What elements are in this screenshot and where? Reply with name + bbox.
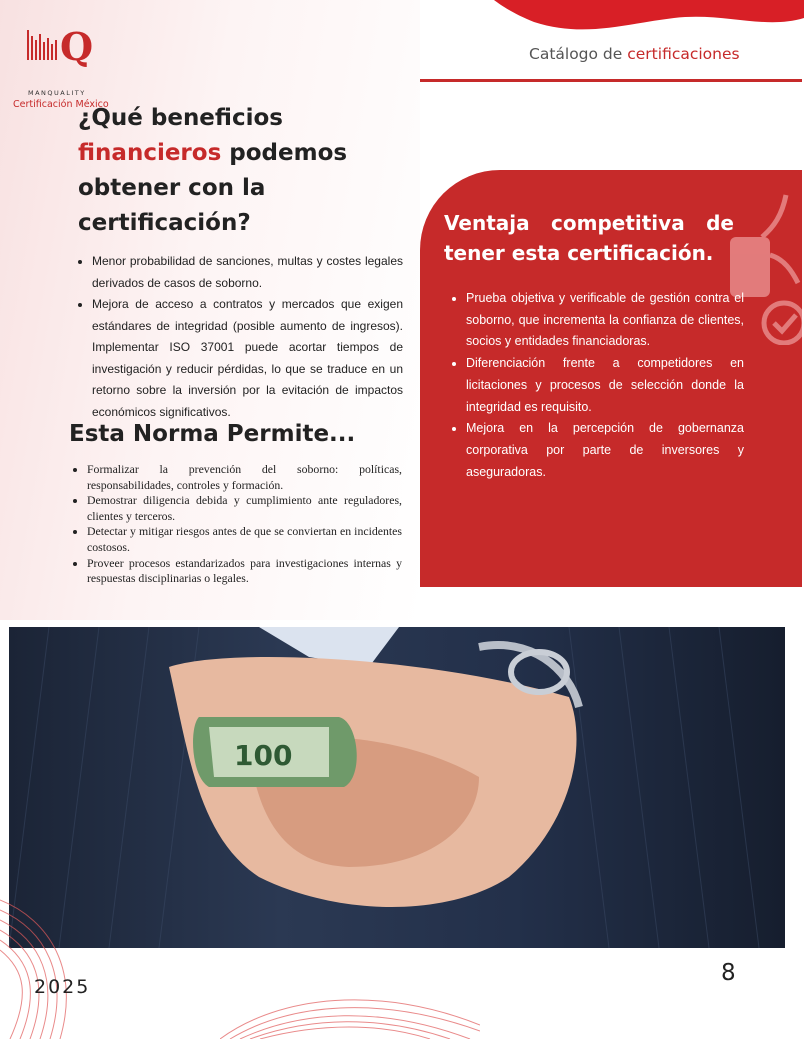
heading-part-2: podemos obtener con la certificación? (78, 140, 348, 236)
logo-letter: Q (60, 24, 94, 69)
page-number: 8 (721, 960, 736, 986)
catalog-title-prefix: Catálogo de (529, 45, 628, 63)
catalog-title (529, 45, 740, 63)
list-item: • Demostrar diligencia debida y cumplimiento ante reguladores, clientes y terceros. (87, 493, 402, 524)
company-logo (10, 22, 110, 110)
top-wave-decoration (494, 0, 804, 40)
norma-list (68, 462, 402, 587)
competitive-advantage-panel (420, 170, 802, 587)
wave-decoration-left (0, 880, 160, 1039)
list-item: • Mejora en la percepción de gobernanza corporativa por parte de inversores y aseguradoras. (466, 418, 744, 483)
list-item: • Formalizar la prevención del soborno: políticas, responsabilidades, controles y formación. (87, 462, 402, 493)
panel-title: Ventaja competitiva de tener esta certificación. (444, 211, 734, 265)
logo-brand: MANQUALITY (28, 89, 86, 97)
list-item: • Prueba objetiva y verificable de gestión contra el soborno, que incrementa la confianza de clientes, socios y entidades financiadoras. (466, 288, 744, 353)
header-rule (420, 79, 802, 82)
footer-year: 2025 (34, 976, 91, 998)
benefits-list (72, 251, 403, 423)
logo-subtitle: Certificación México (13, 99, 109, 110)
benefits-question-heading (78, 101, 398, 241)
norma-section-title: Esta Norma Permite... (69, 421, 356, 447)
heading-highlight: financieros (78, 140, 222, 166)
list-item: • Proveer procesos estandarizados para investigaciones internas y respuestas disciplinarias o legales. (87, 556, 402, 587)
heading-part-1: ¿Qué beneficios (78, 105, 283, 131)
bar-q-logo-icon (10, 22, 110, 72)
panel-list (446, 288, 744, 483)
list-item: • Menor probabilidad de sanciones, multas y costes legales derivados de casos de soborno. (92, 251, 403, 294)
wave-decoration-bottom (220, 985, 480, 1039)
list-item: • Mejora de acceso a contratos y mercados que exigen estándares de integridad (posible aumento de ingresos). Implementar ISO 37001 puede acortar tiempos de investigación y reducir pérdidas, lo que se traduce en un retorno sobre la inversión por la evitación de impactos económicos significativos. (92, 294, 403, 423)
catalog-title-accent: certificaciones (627, 45, 740, 63)
svg-text:100: 100 (234, 739, 293, 772)
list-item: • Detectar y mitigar riesgos antes de que se conviertan en incidentes costosos. (87, 524, 402, 555)
list-item: • Diferenciación frente a competidores en licitaciones y procesos de selección donde la integridad es requisito. (466, 353, 744, 418)
